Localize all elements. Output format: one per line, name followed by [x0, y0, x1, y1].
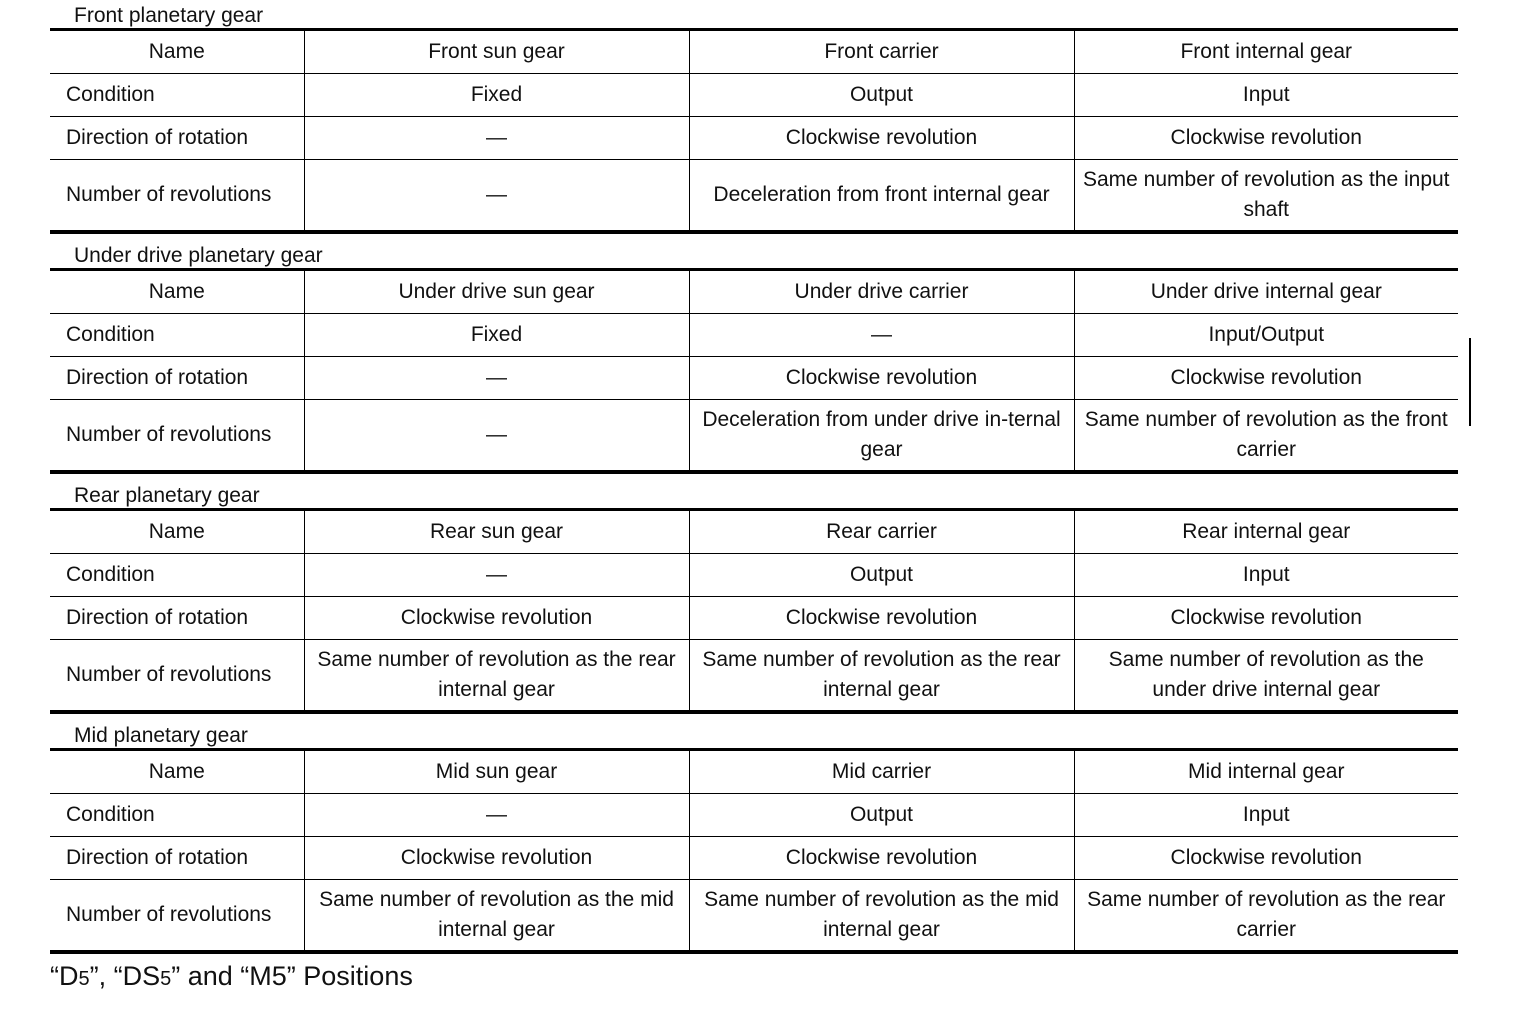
- row-label-condition: Condition: [50, 794, 304, 837]
- table-row-condition: [50, 794, 1458, 837]
- cell-internal-gear: Clockwise revolution: [1074, 597, 1458, 640]
- table-row-revolutions: [50, 640, 1458, 713]
- table-row-direction: [50, 597, 1458, 640]
- section-title-under-drive: Under drive planetary gear: [74, 244, 323, 267]
- table-row-name: [50, 30, 1458, 74]
- cell-sun-gear: —: [304, 400, 689, 473]
- cell-carrier: Deceleration from under drive in-ternal gear: [689, 400, 1074, 473]
- positions-caption: [50, 960, 413, 995]
- cell-internal-gear: Same number of revolution as the front carrier: [1074, 400, 1458, 473]
- row-label-revolutions: Number of revolutions: [50, 640, 304, 713]
- cell-sun-gear: Under drive sun gear: [304, 270, 689, 314]
- cell-carrier: Output: [689, 794, 1074, 837]
- cell-carrier: Rear carrier: [689, 510, 1074, 554]
- cell-internal-gear: Same number of revolution as the rear carrier: [1074, 880, 1458, 953]
- cell-carrier: Under drive carrier: [689, 270, 1074, 314]
- caption-text-3: ” and “M5” Positions: [171, 961, 413, 991]
- table-row-condition: [50, 554, 1458, 597]
- cell-internal-gear: Same number of revolution as the input shaft: [1074, 160, 1458, 233]
- table-row-revolutions: [50, 400, 1458, 473]
- row-label-name: Name: [50, 30, 304, 74]
- cell-sun-gear: Same number of revolution as the mid internal gear: [304, 880, 689, 953]
- row-label-condition: Condition: [50, 554, 304, 597]
- table-row-name: [50, 510, 1458, 554]
- section-title-mid: Mid planetary gear: [74, 724, 248, 747]
- row-label-name: Name: [50, 750, 304, 794]
- cell-carrier: Same number of revolution as the rear internal gear: [689, 640, 1074, 713]
- table-row-condition: [50, 314, 1458, 357]
- cell-internal-gear: Input: [1074, 74, 1458, 117]
- cell-sun-gear: —: [304, 117, 689, 160]
- cell-sun-gear: Front sun gear: [304, 30, 689, 74]
- cell-sun-gear: Mid sun gear: [304, 750, 689, 794]
- cell-carrier: Output: [689, 554, 1074, 597]
- row-label-condition: Condition: [50, 314, 304, 357]
- caption-subscript-2: 5: [160, 968, 172, 990]
- cell-carrier: —: [689, 314, 1074, 357]
- row-label-revolutions: Number of revolutions: [50, 400, 304, 473]
- cell-internal-gear: Clockwise revolution: [1074, 117, 1458, 160]
- cell-sun-gear: Clockwise revolution: [304, 597, 689, 640]
- cell-internal-gear: Rear internal gear: [1182, 520, 1351, 543]
- caption-subscript-1: 5: [78, 968, 90, 990]
- cell-carrier: Clockwise revolution: [689, 837, 1074, 880]
- table-row-direction: [50, 117, 1458, 160]
- table-row-revolutions: [50, 880, 1458, 953]
- cell-carrier: Clockwise revolution: [689, 117, 1074, 160]
- table-row-direction: [50, 837, 1458, 880]
- row-label-name: Name: [50, 270, 304, 314]
- rear-planetary-gear-table: [50, 508, 1458, 714]
- cell-internal-gear: Clockwise revolution: [1074, 837, 1458, 880]
- cell-internal-gear: Under drive internal gear: [1150, 280, 1382, 303]
- section-title-front: Front planetary gear: [74, 4, 264, 27]
- cell-sun-gear: Rear sun gear: [304, 510, 689, 554]
- cell-sun-gear: Fixed: [304, 314, 689, 357]
- cell-sun-gear: —: [304, 554, 689, 597]
- cell-sun-gear: Same number of revolution as the rear internal gear: [304, 640, 689, 713]
- cell-carrier: Clockwise revolution: [689, 597, 1074, 640]
- row-label-name: Name: [50, 510, 304, 554]
- cell-sun-gear: —: [304, 794, 689, 837]
- front-planetary-gear-table: [50, 28, 1458, 234]
- mid-planetary-gear-table: [50, 748, 1458, 954]
- cell-carrier: Mid carrier: [689, 750, 1074, 794]
- cell-internal-gear: Input: [1074, 554, 1458, 597]
- cell-internal-gear: Clockwise revolution: [1074, 357, 1458, 400]
- cell-carrier: Output: [689, 74, 1074, 117]
- cell-carrier: Same number of revolution as the mid internal gear: [689, 880, 1074, 953]
- table-row-direction: [50, 357, 1458, 400]
- cell-internal-gear: Input: [1074, 794, 1458, 837]
- cell-internal-gear: Mid internal gear: [1188, 760, 1345, 783]
- cell-internal-gear: Front internal gear: [1180, 40, 1353, 63]
- section-title-rear: Rear planetary gear: [74, 484, 260, 507]
- cell-sun-gear: Clockwise revolution: [304, 837, 689, 880]
- table-row-revolutions: [50, 160, 1458, 233]
- row-label-revolutions: Number of revolutions: [50, 160, 304, 233]
- row-label-revolutions: Number of revolutions: [50, 880, 304, 953]
- cell-internal-gear: Input/Output: [1074, 314, 1458, 357]
- row-label-condition: Condition: [50, 74, 304, 117]
- cell-carrier: Deceleration from front internal gear: [689, 160, 1074, 233]
- revision-bar: [1469, 338, 1471, 426]
- table-row-name: [50, 270, 1458, 314]
- cell-sun-gear: —: [304, 160, 689, 233]
- cell-carrier: Front carrier: [689, 30, 1074, 74]
- row-label-direction: Direction of rotation: [50, 357, 304, 400]
- row-label-direction: Direction of rotation: [50, 117, 304, 160]
- cell-carrier: Clockwise revolution: [689, 357, 1074, 400]
- table-row-condition: [50, 74, 1458, 117]
- cell-sun-gear: Fixed: [304, 74, 689, 117]
- row-label-direction: Direction of rotation: [50, 597, 304, 640]
- row-label-direction: Direction of rotation: [50, 837, 304, 880]
- under-drive-planetary-gear-table: [50, 268, 1458, 474]
- table-row-name: [50, 750, 1458, 794]
- caption-text-1: “D: [50, 961, 79, 991]
- caption-text-2: ”, “DS: [89, 961, 161, 991]
- cell-internal-gear: Same number of revolution as the under drive internal gear: [1074, 640, 1458, 713]
- cell-sun-gear: —: [304, 357, 689, 400]
